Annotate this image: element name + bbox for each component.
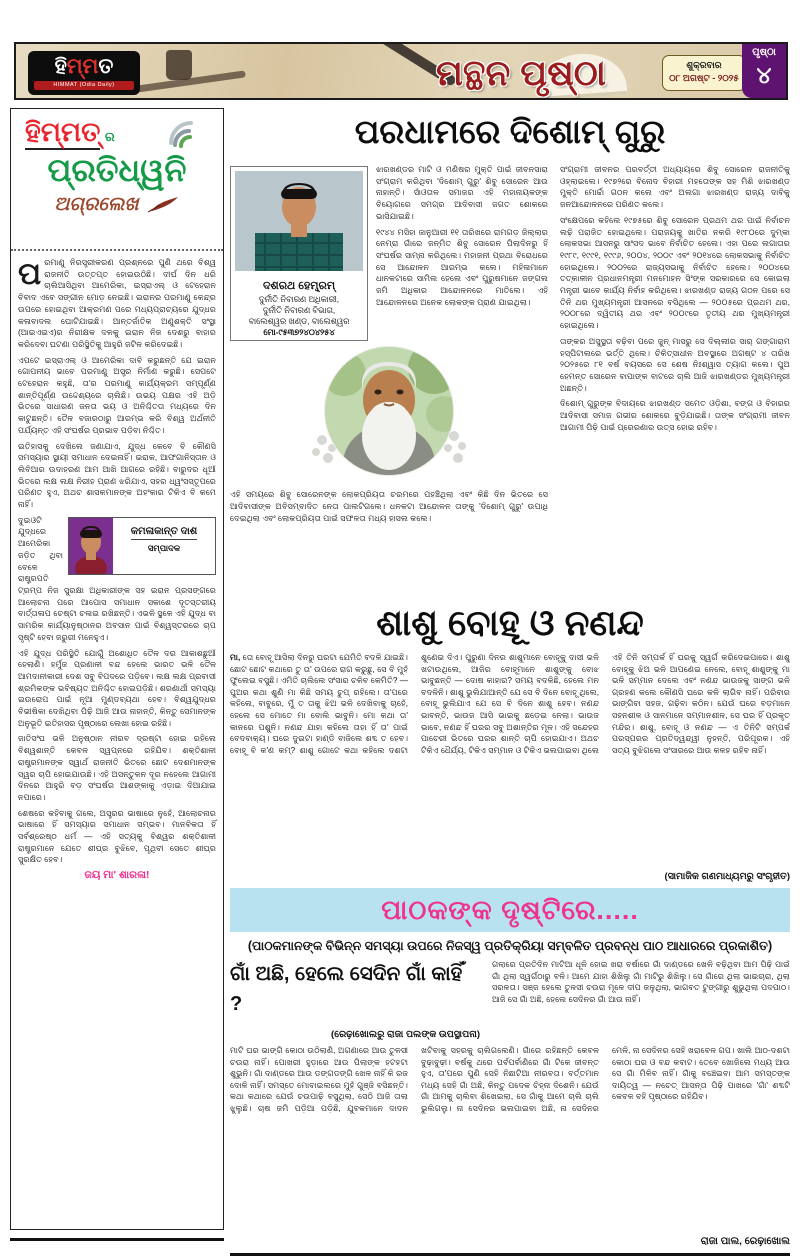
readers-headline-row (230, 959, 790, 1040)
article-paragraph: ଏହି ସମୟରେ ଶିବୁ ସୋରେନଙ୍କ ଲୋକପ୍ରିୟତା ଚରମରେ ପହଞ୍ଚିଥିଲା ଏବଂ କିଛି ଦିନ ଭିତରେ ସେ ଆଦିବାସୀଙ୍କ ଅବିସମ୍ବାଦିତ ନେତା ପାଲଟିଗଲେ। ଧନକଟା ଆନ୍ଦୋଳନ ତାଙ୍କୁ 'ଦିଶୋମ୍ ଗୁରୁ' ଉପାଧି ଦେଇଥିଲା ଏବଂ ଲୋକପ୍ରିୟତା ପାଇଁ ସଫଳତା ମଧ୍ୟ ହାସଲ କଲେ। (230, 490, 548, 523)
page-number-box (742, 44, 786, 98)
editor-name: କମଳାକାନ୍ତ ଦାଶ (131, 526, 197, 541)
readers-body: ମାଟି ଘର ଭାଙ୍ଗି କୋଠା ଉଠିଲାଣି, ଅଗଣାରେ ଆଉ ତୁଳସୀ ଚଉରା ନାହିଁ। ପୋଖରୀ ହୁଡ଼ାରେ ଆଉ ପିଲାଙ୍କ ହଟହଟା ଶୁଭୁନି। ଗାଁ ଦାଣ୍ଡରେ ଆଉ ଡଙ୍ଗଡଙ୍ଗି ଖେଳ ନାହିଁ କି ରଜ ଦୋଳି ନାହିଁ। ସମସ୍ତେ ମୋବାଇଲରେ ମୁହଁ ଗୁଞ୍ଜି ବସିଛନ୍ତି। କଥା କଥାରେ ଯେଉଁ ଚଉପାଢ଼ି ବସୁଥିଲା, ସେଠି ଆଜି ତାଲା ଝୁଲୁଛି। ଚାଷ ଜମି ପଡ଼ିଆ ପଡ଼ିଛି, ଯୁବକମାନେ ଦାଦନ ଖଟିବାକୁ ସହରକୁ ଚାଲିଗଲେଣି। ଗାଁରେ ରହିଛନ୍ତି କେବଳ ବୁଢ଼ାବୁଢ଼ୀ। ବର୍ଷକୁ ଥରେ ପର୍ବପର୍ବାଣିରେ ଗାଁ ଟିକେ ଜୀବନ୍ତ ହୁଏ, ତା'ପରେ ପୁଣି ସେହି ନିଛାଟିଆ ନୀରବତା। ବର୍ତ୍ତମାନ ମଧ୍ୟ ସେହି ଗାଁ ଅଛି, କିନ୍ତୁ ପଦେକ ଚିହ୍ନା ଦିଶେନି। ଯେଉଁ ଗାଁ ଆମକୁ ଚାଲିବା ଶିଖେଇଲା, ସେ ଗାଁକୁ ଆମେ ଚାଲି ଚାଲି ଭୁଲିଗଲୁ। ନା ସେଦିନର ଭଲପାଇବା ଅଛି, ନା ସେଦିନର ମେଳି, ନା ସେଦିନର ସେହି ଖରାବେଳ ଗପ। ଖାଲି ଆଠ-ଦଶଟା କୋଠା ଘର ଓ ବନ୍ଦ କବାଟ। ତେବେ ଖୋଜିଲେ ମଧ୍ୟ ଆଉ ସେ ଗାଁ ମିଳିବ ନାହିଁ। ଗାଁକୁ ବଞ୍ଚେଇବା ଆମ ସମସ୍ତଙ୍କ ଦାୟିତ୍ୱ — ନଚେତ୍ ଆସନ୍ତା ପିଢ଼ି ପାଖରେ 'ଗାଁ' ଶବ୍ଦଟି କେବଳ ବହି ପୃଷ୍ଠାରେ ରହିଯିବ। (230, 1046, 790, 1113)
author-phone: ମୋ-୯୫୩୭୨୪୦୪୨୫୪ (263, 326, 335, 337)
editorial-paragraph: ଇତିହାସକୁ ଦେଖିଲେ ଜଣାଯାଏ, ଯୁଦ୍ଧ କେବେ ବି କୌଣସି ସମସ୍ୟାର ସ୍ଥାୟୀ ସମାଧାନ ଦେଇନାହିଁ। ଇରାକ, ଆଫଗାନିସ୍ତାନ ଓ ଲିବିଆର ଉଦାହରଣ ଆମ ଆଖି ଆଗରେ ରହିଛି। ବାରୁଦର ଧୂଆଁ ଭିତରେ ଲକ୍ଷ ଲକ୍ଷ ନିରୀହ ପ୍ରାଣ ଝରିଯାଏ, ସହର ଧ୍ୱଂସସ୍ତୂପରେ ପରିଣତ ହୁଏ, ଅଥଚ ଶାସକମାନଙ୍କ ଅହଂକାର ଟିକିଏ ବି କମେ ନାହିଁ। (18, 441, 216, 510)
main-article-column-2 (560, 164, 790, 592)
editorial-logo-line1: ହିମ୍ମତ୍ ର (11, 117, 223, 149)
editorial-logo-tagline: ଅଗ୍ରଲେଖ (11, 191, 223, 219)
ink-bottle-decoration (166, 50, 192, 80)
left-column-bottom-rule (10, 1238, 224, 1241)
editorial-column (10, 108, 224, 1230)
page-number: ୪ (756, 62, 772, 88)
editorial-paragraph: ଏପଟେ ଇସ୍ରାଏଲ୍ ଓ ଆମେରିକା ଦାବି କରୁଛନ୍ତି ଯେ ଇରାନ ଗୋପନୀୟ ଭାବେ ପରମାଣୁ ଅସ୍ତ୍ର ନିର୍ମାଣ କରୁଛି। ସେପଟେ ଟେହେରାନ କହୁଛି, ତା'ର ପରମାଣୁ କାର୍ଯ୍ୟକ୍ରମ ସମ୍ପୂର୍ଣ୍ଣ ଶାନ୍ତିପୂର୍ଣ୍ଣ ଉଦ୍ଦେଶ୍ୟରେ ଚାଲିଛି। ଉଭୟ ପକ୍ଷର ଏହି ଅଡ଼ି ଭିତରେ ସାଧାରଣ ଜନତା ଭୟ ଓ ଅନିଶ୍ଚିତତା ମଧ୍ୟରେ ଦିନ କାଟୁଛନ୍ତି। ତୈଳ ବଜାରଠାରୁ ଆରମ୍ଭ କରି ବିଶ୍ୱ ଅର୍ଥନୀତି ପର୍ଯ୍ୟନ୍ତ ଏହି ସଂଘର୍ଷର ପ୍ରଭାବ ପଡ଼ିବା ନିଶ୍ଚିତ। (18, 355, 216, 435)
lead-word: ମା, (230, 653, 241, 662)
family-attribution: (ସାମାଜିକ ଗଣମାଧ୍ୟମରୁ ସଂଗୃହୀତ) (664, 871, 790, 882)
editor-role: ସମ୍ପାଦକ (147, 543, 181, 554)
readers-bottom-rule (230, 1253, 790, 1256)
editorial-body (11, 251, 223, 1211)
readers-intro: ଗଲାରେ ପ୍ରତିଦିନ ମାଟିଆ ଧୂଳି ହୋଇ ଖରା ବର୍ଷାରେ ଗାଁ ଦାଣ୍ଡରେ ଖେଳି ବଢ଼ିଥିବା ଆମ ପିଢ଼ି ପାଇଁ ଗାଁ ଥିଲା ସ୍ୱର୍ଗଠାରୁ ବଳି। ଆମେ ଯାହା ଶିଖିଲୁ ଗାଁ ମାଟିରୁ ଶିଖିଲୁ। ସେ ଗାଁରେ ଥିଲା ଭାଇଚାରା, ଥିଲା ସରଳତା। ସଞ୍ଜ ହେଲେ ତୁଳସୀ ଚଉରା ମୂଳେ ଦୀପ ଜଳୁଥିଲା, ଭାଗବତ ଟୁଙ୍ଗୀରୁ ଶୁଭୁଥିଲା ପଦପାଠ। ଆଜି ସେ ଗାଁ ଅଛି, ହେଲେ ସେଦିନର ଗାଁ ଆଉ ନାହିଁ। (492, 960, 790, 1004)
author-location: ବାଲେଶ୍ୱର ଖଣ୍ଡ, ବାଲେଶ୍ୱର (248, 315, 350, 326)
masthead-title: ହିମ୍ମତ (54, 55, 114, 78)
article-paragraph: ସଂଗ୍ରାମୀ ଜୀବନର ପରବର୍ତ୍ତୀ ଅଧ୍ୟାୟରେ ଶିବୁ ସୋରେନ ରାଜନୀତିକୁ ଓହ୍ଲାଇଲେ। ୧୯୭୨ରେ ବିନୋଦ ବିହାରୀ ମହତୋଙ୍କ ସହ ମିଶି ଝାରଖଣ୍ଡ ମୁକ୍ତି ମୋର୍ଚ୍ଚା ଗଠନ କଲେ ଏବଂ ଅଲଗା ଝାରଖଣ୍ଡ ରାଜ୍ୟ ଦାବିକୁ ଜନଆନ୍ଦୋଳନରେ ପରିଣତ କଲେ। (560, 165, 790, 210)
date-box (662, 55, 746, 91)
family-body: ମା, ତୋ ବୋହୂ ଆସିଲା ଦିନରୁ ଘରଟା ଯେମିତି ବଦଳି ଯାଇଛି। ଛୋଟ ଛୋଟ କଥାରେ ତୁ ତା' ଉପରେ ରାଗ କରୁଛୁ, ସେ ବି ମୁହଁ ଫୁଲେଇ ବସୁଛି। ଏମିତି ଚାଲିଲେ ସଂସାର ଚଳିବ କେମିତି? — ପୁଅର କଥା ଶୁଣି ମା କିଛି ସମୟ ଚୁପ୍ ରହିଲେ। ତା'ପରେ କହିଲେ, ବାବୁରେ, ମୁଁ ତ ତାକୁ ଝିଅ ଭଳି ଦେଖିବାକୁ ଚାହେଁ, ହେଲେ ସେ ମୋତେ ମା ବୋଲି ଭାବୁନି। ମୋ କଥା ତା' କାନରେ ପଶୁନି। ନଣନ୍ଦ ଯାହା କହିଲେ ତାହା ହିଁ ତା' ପାଇଁ ବେଦବାକ୍ୟ। ଘରେ ଦୁଇଟା ହାଣ୍ଡି ବାଜିଲେ ଶବ୍ଦ ତ ହେବ। ବୋହୂ ବି କ'ଣ କମ୍? ଶାଶୁ ଗୋଟେ କଥା କହିଲେ ଦଶଟା ଶୁଣେଇ ଦିଏ। ପୁରୁଣା ଦିନର ଶାଶୁମାନେ ବୋହୂକୁ ଦାସୀ ଭଳି ଖଟାଉଥିଲେ, ଆଜିର ବୋହୂମାନେ ଶାଶୁଙ୍କୁ ବୋଝ ଭାବୁଛନ୍ତି — ଦୋଷ କାହାର? ସମୟ ବଦଳିଛି, ହେଲେ ମନ ବଦଳିନି। ଶାଶୁ ଭୁଲିଯାଆନ୍ତି ଯେ ସେ ବି ଦିନେ ବୋହୂ ଥିଲେ, ବୋହୂ ଭୁଲିଯାଏ ଯେ ସେ ବି ଦିନେ ଶାଶୁ ହେବ। ନଣନ୍ଦ ଭାବନ୍ତି, ଭାଉଜ ଆସି ଭାଇକୁ ଛଡ଼େଇ ନେଲା। ଭାଉଜ ଭାବେ, ନଣନ୍ଦ ହିଁ ଘରର ସବୁ ଅଶାନ୍ତିର ମୂଳ। ଏହି ସନ୍ଦେହର ପାଚେରୀ ଭିତରେ ଘରର ଶାନ୍ତି ଚାପି ହୋଇଯାଏ। ଅଥଚ ଟିକିଏ ଧୈର୍ଯ୍ୟ, ଟିକିଏ ସମ୍ମାନ ଓ ଟିକିଏ ଭଲପାଇବା ଥିଲେ ଏହି ତିନି ସମ୍ପର୍କ ହିଁ ଘରକୁ ସ୍ୱର୍ଗ କରିଦେଇପାରେ। ଶାଶୁ ବୋହୂକୁ ଝିଅ ଭଳି ଆପଣେଇ ନେଲେ, ବୋହୂ ଶାଶୁଙ୍କୁ ମା ଭଳି ସମ୍ମାନ ଦେଲେ ଏବଂ ନଣନ୍ଦ ଭାଉଜକୁ ସାଙ୍ଗ ଭଳି ଗ୍ରହଣ କଲେ କୌଣସି ଘରେ କଳି ଲାଗିବ ନାହିଁ। ପରିବାର ଭାଙ୍ଗିବା ସହଜ, ଗଢ଼ିବା କଠିନ। ଯେଉଁ ଘରେ ବଡ଼ମାନେ ସହନଶୀଳ ଓ ସାନମାନେ ସମ୍ମାନଶୀଳ, ସେ ଘର ହିଁ ପ୍ରକୃତ ମନ୍ଦିର। ଶାଶୁ, ବୋହୂ ଓ ନଣନ୍ଦ — ଏ ତିନିଟି ସମ୍ପର୍କ ପରସ୍ପରର ପ୍ରତିଦ୍ୱନ୍ଦ୍ୱୀ ନୁହନ୍ତି, ପରିପୂରକ। ଏହି ସତ୍ୟ ବୁଝିଗଲେ ସଂସାରରେ ଆଉ କଳହ ରହିବ ନାହିଁ। (230, 653, 790, 755)
weekday: ଶୁକ୍ରବାର (686, 60, 722, 70)
editorial-logo (11, 109, 223, 251)
article-paragraph: ସଂକ୍ଷେପରେ କହିଲେ ୧୯୭୫ରେ ଶିବୁ ସୋରେନ ପ୍ରଥମ ଥର ପାଇଁ ନିର୍ବାଚନ ଲଢ଼ି ପରାଜିତ ହୋଇଥିଲେ। ପରାଜୟକୁ ଖାତିର ନକରି ୧୯୮୦ରେ ଦୁମ୍କା ଲୋକସଭା ଆସନରୁ ସାଂସଦ ଭାବେ ନିର୍ବାଚିତ ହେଲେ। ଏହା ପରେ ଲଗାତାର ୧୯୮୯, ୧୯୯୧, ୧୯୯୬, ୨୦୦୪, ୨୦୦୯ ଏବଂ ୨୦୧୪ରେ ଲୋକସଭାକୁ ନିର୍ବାଚିତ ହୋଇଥିଲେ। ୨୦୦୨ରେ ରାଜ୍ୟସଭାକୁ ନିର୍ବାଚିତ ହେଲେ। ୨୦୦୪ରେ ତତ୍କାଳୀନ ପ୍ରଧାନମନ୍ତ୍ରୀ ମନମୋହନ ସିଂଙ୍କ ସରକାରରେ ସେ କୋଇଲା ମନ୍ତ୍ରୀ ଭାବେ କାର୍ଯ୍ୟ ନିର୍ବାହ କରିଥିଲେ। ଝାରଖଣ୍ଡ ରାଜ୍ୟ ଗଠନ ପରେ ସେ ତିନି ଥର ମୁଖ୍ୟମନ୍ତ୍ରୀ ଆସନରେ ବସିଥିଲେ — ୨୦୦୫ରେ ପ୍ରଥମ ଥର, ୨୦୦୮ରେ ଦ୍ୱିତୀୟ ଥର ଏବଂ ୨୦୦୯ରେ ତୃତୀୟ ଥର ମୁଖ୍ୟମନ୍ତ୍ରୀ ହୋଇଥିଲେ। (560, 215, 790, 331)
article-paragraph: ଝାରଖଣ୍ଡର ମାଟି ଓ ମଣିଷର ମୁକ୍ତି ପାଇଁ ଜୀବନସାରା ସଂଗ୍ରାମ କରିଥିବା 'ଦିଶୋମ୍ ଗୁରୁ' ଶିବୁ ସୋରେନ ଆଉ ନାହାନ୍ତି। ସାଁଓତାଳ ସମାଜର ଏହି ମହାନାୟକଙ୍କ ବିୟୋଗରେ ସମଗ୍ର ଆଦିବାସୀ ଜଗତ ଶୋକରେ ଭାସିଯାଇଛି। (376, 165, 548, 221)
editorial-closing-slogan: ଜୟ ମା' ଶାରଳା! (84, 869, 150, 882)
quill-pen-icon (146, 196, 180, 214)
article-paragraph: ୧୯୪୪ ମସିହା ଜାନୁଆରୀ ୧୧ ତାରିଖରେ ରାମଗଡ଼ ଜିଲ୍ଲାର ନେମ୍ରା ଗାଁରେ ଜନ୍ମିତ ଶିବୁ ସୋରେନ ପିଲାଦିନରୁ ହିଁ ସଂଘର୍ଷର ସାମ୍ନା କରିଥିଲେ। ମହାଜନୀ ପ୍ରଥା ବିରୋଧରେ ସେ ଆନ୍ଦୋଳନ ଆରମ୍ଭ କଲେ। ମହିଳାମାନେ ଧାନକଟାରେ ସାମିଲ ହେଲେ ଏବଂ ପୁରୁଷମାନେ ଜଙ୍ଗଲ ଜମି ଅଧିକାର ଆନ୍ଦୋଳନରେ ମାତିଲେ। ଏହି ଆନ୍ଦୋଳନରେ ଅନେକ ଲୋକଙ୍କ ପ୍ରାଣ ଯାଇଥିଲା। (376, 227, 548, 307)
masthead-logo (28, 51, 140, 95)
family-article (230, 598, 790, 882)
author-designation: ଦୁର୍ନୀତି ନିବାରଣ ଅଧିକାରୀ, (258, 293, 340, 304)
author-name: ଦଶରଥ ହେମ୍ବ୍ରମ୍ (262, 279, 336, 292)
readers-attribution: ରାଜା ପାଲ, ରେଢ଼ାଖୋଲ (700, 1236, 790, 1247)
date: ୦୮ ଅଗଷ୍ଟ - ୨୦୨୫ (669, 73, 739, 83)
editor-info-box (68, 517, 216, 575)
page-label: ପୃଷ୍ଠା (752, 47, 776, 58)
editorial-paragraph: ଏହି ଯୁଦ୍ଧ ପରିସ୍ଥିତି ଯୋଗୁଁ ଅଶୋଧିତ ତୈଳ ଦର ଆକାଶଛୁଆଁ ହେଲାଣି। ହର୍ମୁଜ ପ୍ରଣାଳୀ ବନ୍ଦ ହେଲେ ଭାରତ ଭଳି ତୈଳ ଆମଦାନୀକାରୀ ଦେଶ ସବୁ ବିପଦରେ ପଡ଼ିବେ। ଲକ୍ଷ ଲକ୍ଷ ପ୍ରବାସୀ ଶ୍ରମିକଙ୍କ ଭବିଷ୍ୟତ ଅନିଶ୍ଚିତ ହୋଇପଡ଼ିଛି। ଶରଣାର୍ଥୀ ସମସ୍ୟା ଇଉରୋପ ପାଇଁ ନୂଆ ମୁଣ୍ଡବ୍ୟଥା ହେବ। ବିଶ୍ୱଯୁଦ୍ଧର ବିଭୀଷିକା ଦେଖିଥିବା ପିଢ଼ି ଆଜି ଆଉ ନାହାନ୍ତି, କିନ୍ତୁ ସେମାନଙ୍କ ଅନୁଭୂତି ଇତିହାସର ପୃଷ୍ଠାରେ ଲେଖା ହୋଇ ରହିଛି। (18, 648, 216, 728)
guru-photo-block (304, 344, 474, 486)
editorial-paragraph: ଶେଷରେ କହିବାକୁ ଗଲେ, ଅସ୍ତ୍ରର ଭାଷାରେ ନୁହେଁ, ଆଲୋଚନାର ଭାଷାରେ ହିଁ ସମସ୍ୟାର ସମାଧାନ ସମ୍ଭବ। ମାନବିକତା ହିଁ ସର୍ବଶ୍ରେଷ୍ଠ ଧର୍ମ — ଏହି ସତ୍ୟକୁ ବିଶ୍ୱର ଶକ୍ତିଶାଳୀ ରାଷ୍ଟ୍ରମାନେ ଯେତେ ଶୀଘ୍ର ବୁଝିବେ, ପୃଥିବୀ ସେତେ ଶୀଘ୍ର ସୁରକ୍ଷିତ ହେବ। (18, 808, 216, 865)
family-headline: ଶାଶୁ ବୋହୂ ଓ ନଣନ୍ଦ (376, 602, 644, 643)
editorial-paragraph: ପରମାଣୁ ନିରସ୍ତ୍ରୀକରଣ ପ୍ରଶ୍ନରେ ପୁଣି ଥରେ ବିଶ୍ୱ ରାଜନୀତି ଉତ୍ତପ୍ତ ହୋଇଉଠିଛି। ଦୀର୍ଘ ଦିନ ଧରି ଚାଲିଆସିଥିବା ଆମେରିକା, ଇସ୍ରାଏଲ୍ ଓ ଟେହେରାନ ବିବାଦ ଏବେ ସଙ୍ଗୀନ ମୋଡ଼ ନେଇଛି। ଇରାନର ପରମାଣୁ କେନ୍ଦ୍ର ଉପରେ ହୋଇଥିବା ଆକ୍ରମଣ ପରେ ମଧ୍ୟପ୍ରାଚ୍ୟରେ ଯୁଦ୍ଧର କଳାବାଦଲ ଘୋଟିଯାଇଛି। ଆନ୍ତର୍ଜାତିକ ଅଣୁଶକ୍ତି ସଂସ୍ଥା (ଆଇଏଇଏ)ର ନିରୀକ୍ଷକ ଦଳକୁ ଇରାନ ନିଜ ଦେଶରୁ ବାହାର କରିଦେବା ଘଟଣା ପରିସ୍ଥିତିକୁ ଆହୁରି ଜଟିଳ କରିଦେଇଛି। (18, 256, 216, 349)
author-department: ଦୁର୍ନୀତି ନିବାରଣ ବିଭାଗ, (262, 304, 336, 315)
author-box (230, 166, 368, 341)
drop-cap: ପ (18, 256, 42, 291)
editor-photo (69, 518, 113, 574)
editorial-paragraph: ଦୁଇଓଟି ଯୁଦ୍ଧରେ ଆମେରିକା ଜଡ଼ିତ ଥିବା ବେଳେ ରାଷ୍ଟ୍ରପତି ଟ୍ରମ୍ପ ନିଜ ସୁରକ୍ଷା ଅଧିକାରୀଙ୍କ ସହ ଇରାନ ପ୍ରସଙ୍ଗରେ ଆଲୋଚନା ପରେ ଆପୋସ ସମାଧାନ ସକାଶେ ଦୂତସ୍ତରୀୟ ବାର୍ତ୍ତାଳାପ ଚେଷ୍ଟା ଚଳାଇ ରଖିଛନ୍ତି। ଏଭଳି ସ୍ଥଳେ ଏହି ଯୁଦ୍ଧ ବା ସାମରିକ କାର୍ଯ୍ୟାନୁଷ୍ଠାନର ଅବସାନ ପାଇଁ ବିଶ୍ୱସ୍ତରରେ ଚାପ ସୃଷ୍ଟି ହେବା ଜରୁରୀ ମନେହୁଏ। (18, 515, 216, 642)
readers-subtitle: (ପାଠକମାନଙ୍କ ବିଭିନ୍ନ ସମସ୍ୟା ଉପରେ ନିଜସ୍ୱ ପ୍ରତିକ୍ରିୟା ସମ୍ବଳିତ ପ୍ରବନ୍ଧ ପାଠ ଆଧାରରେ ପ୍ରକାଶିତ) (247, 939, 773, 953)
header-banner (14, 42, 788, 100)
article-paragraph: ତାଙ୍କର ଅସୁସ୍ଥତା ବଢ଼ିବା ପରେ ଜୁନ୍ ମାସରୁ ସେ ଦିଲ୍ଲୀର ସାର୍ ଗଙ୍ଗାରାମ ହସ୍ପିଟାଲରେ ଭର୍ତ୍ତି ଥିଲେ। ଚିକିତ୍ସାଧୀନ ଅବସ୍ଥାରେ ଅଗଷ୍ଟ ୪ ତାରିଖ ୨୦୨୫ରେ ୮୧ ବର୍ଷ ବୟସରେ ସେ ଶେଷ ନିଃଶ୍ୱାସ ତ୍ୟାଗ କଲେ। ପୁଅ ହେମନ୍ତ ସୋରେନ ବାପାଙ୍କ ବାଟରେ ଚାଲି ଆଜି ଝାରଖଣ୍ଡର ମୁଖ୍ୟମନ୍ତ୍ରୀ ଅଛନ୍ତି। (560, 336, 790, 393)
article-paragraph: ଦିଶୋମ୍ ଗୁରୁଙ୍କ ବିଦାୟରେ ଝାରଖଣ୍ଡ ସମେତ ଓଡ଼ିଶା, ବଙ୍ଗ ଓ ବିହାରର ଆଦିବାସୀ ସମାଜ ଗଭୀର ଶୋକରେ ବୁଡ଼ିଯାଇଛି। ତାଙ୍କ ସଂଗ୍ରାମୀ ଜୀବନ ଆଗାମୀ ପିଢ଼ି ପାଇଁ ପ୍ରେରଣାର ଉତ୍ସ ହୋଇ ରହିବ। (560, 399, 790, 432)
editorial-logo-line2: ପ୍ରତିଧ୍ୱନି (47, 152, 187, 188)
page-title: ମନ୍ଥନ ପୃଷ୍ଠା (435, 52, 607, 93)
readers-headline: ଗାଁ ଅଛି, ହେଲେ ସେଦିନ ଗାଁ କାହିଁ ? (230, 963, 463, 1015)
guru-photo (304, 344, 474, 482)
readers-byline: (ରେଢ଼ାଖୋଲରୁ ରାଜା ପଲଙ୍କ ଉପସ୍ଥାପନା) (331, 1029, 480, 1040)
author-photo (235, 171, 363, 271)
main-article (230, 106, 790, 592)
radio-waves-icon (169, 115, 207, 154)
editorial-paragraph: ଜାତିସଂଘ ଭଳି ଅନୁଷ୍ଠାନ ନୀରବ ଦ୍ରଷ୍ଟା ହୋଇ ରହିଲେ ବିଶ୍ୱଶାନ୍ତି କେବଳ ସ୍ୱପ୍ନରେ ରହିଯିବ। ଶକ୍ତିଶାଳୀ ରାଷ୍ଟ୍ରମାନଙ୍କ ସ୍ୱାର୍ଥ ରାଜନୀତି ଭିତରେ ଛୋଟ ଦେଶମାନଙ୍କ ସ୍ୱର ଚାପି ହୋଇଯାଉଛି। ଏହି ଅସନ୍ତୁଳନ ଦୂର ନହେଲେ ଆଗାମୀ ଦିନରେ ଆହୁରି ବଡ଼ ସଂଘର୍ଷର ଆଶଙ୍କାକୁ ଏଡ଼ାଇ ଦିଆଯାଇ ନପାରେ। (18, 734, 216, 802)
readers-section (230, 888, 790, 1256)
masthead-subtitle: HIMMAT (Odia Daily) (34, 81, 134, 90)
main-article-columns (230, 164, 790, 592)
readers-headline-block (230, 959, 480, 1040)
main-headline: ପରଧାମରେ ଦିଶୋମ୍ ଗୁରୁ (354, 113, 666, 150)
editor-meta (113, 518, 215, 574)
readers-banner: ପାଠକଙ୍କ ଦୃଷ୍ଟିରେ..... (230, 888, 790, 932)
main-article-column-1 (230, 164, 548, 592)
